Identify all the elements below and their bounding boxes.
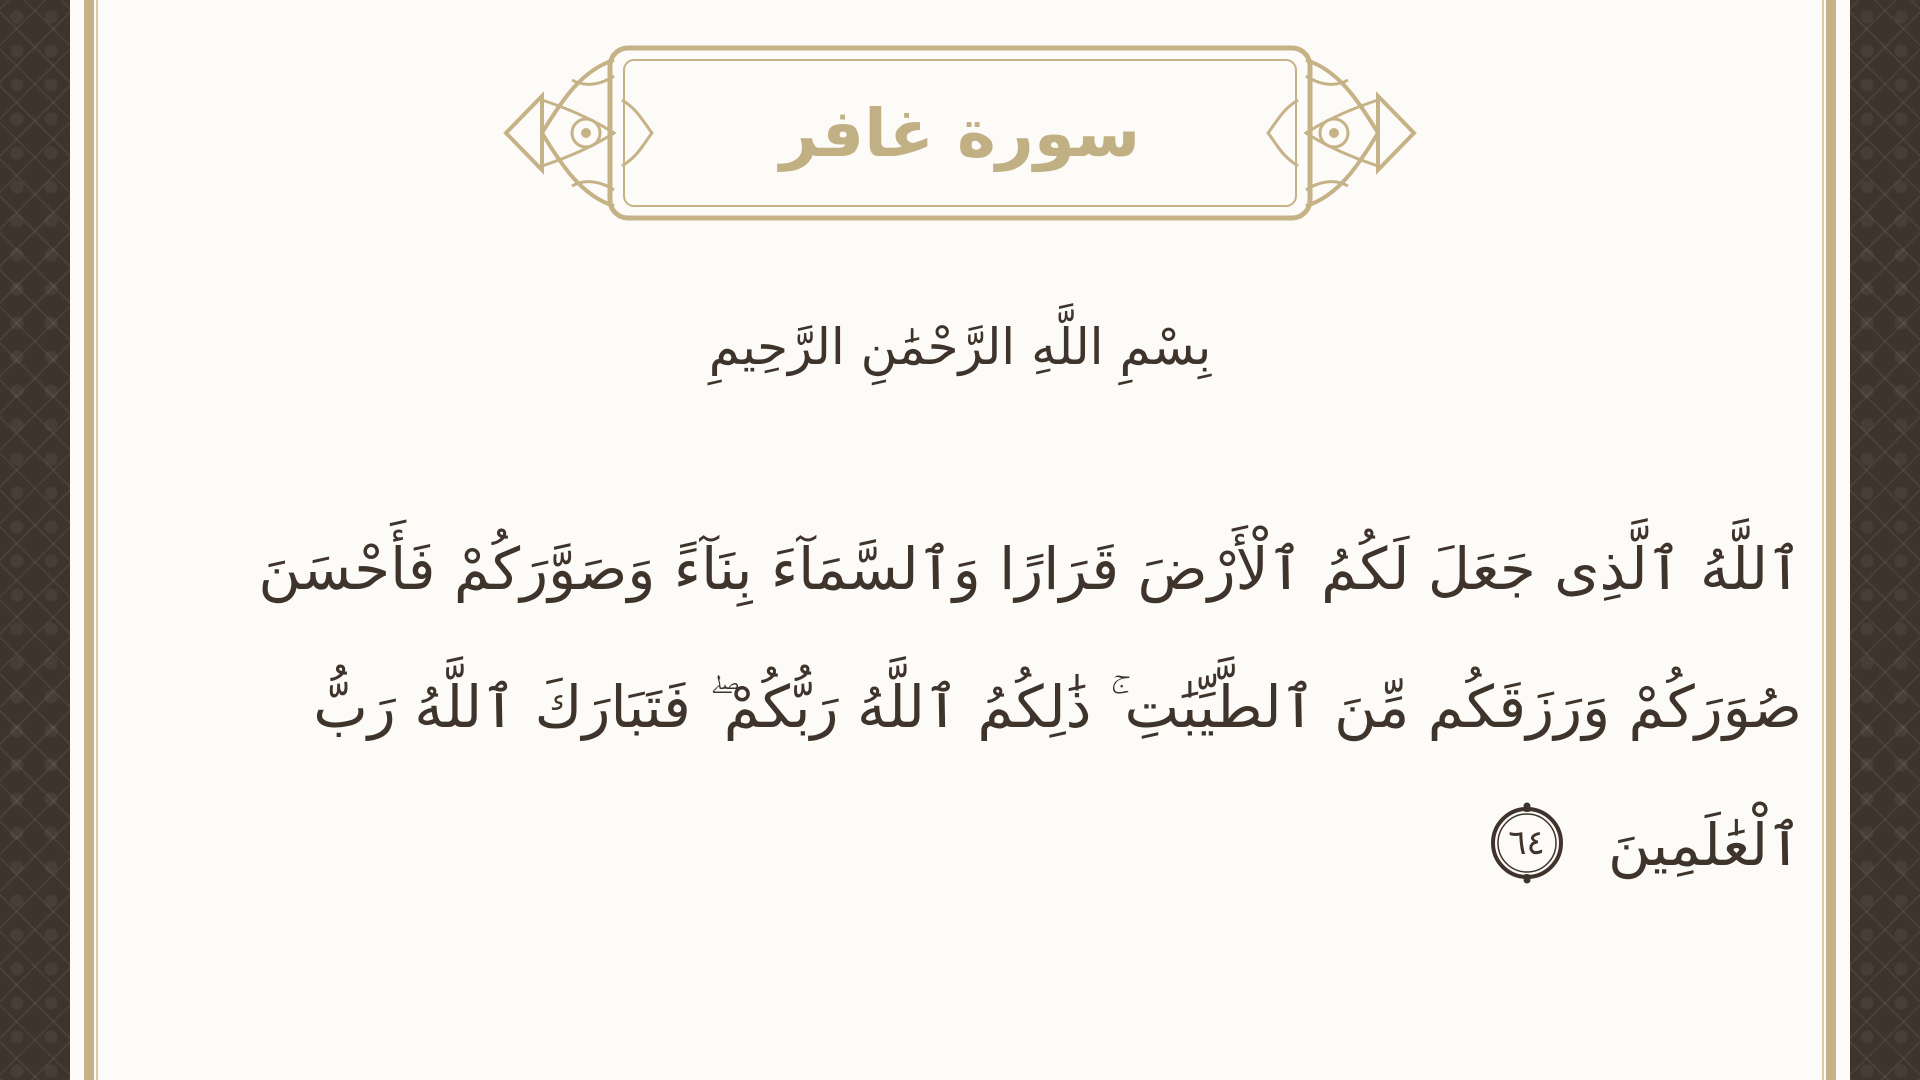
- left-pattern-border: [0, 0, 70, 1080]
- left-inner-line: [96, 0, 98, 1080]
- right-gold-rule: [1826, 0, 1836, 1080]
- basmala: بِسْمِ اللَّهِ الرَّحْمَٰنِ الرَّحِيمِ: [708, 318, 1212, 376]
- surah-title-cartouche: [502, 40, 1418, 226]
- right-pattern-border: [1850, 0, 1920, 1080]
- right-inner-line: [1822, 0, 1824, 1080]
- verse-text: ٱللَّهُ ٱلَّذِى جَعَلَ لَكُمُ ٱلْأَرْضَ قَرَارًا وَٱلسَّمَآءَ بِنَآءً وَصَوَّرَكُمْ فَأَحْسَنَ صُوَرَكُمْ وَرَزَقَكُم مِّنَ ٱلطَّيِّبَٰتِ ۚ ذَٰلِكُمُ ٱللَّهُ رَبُّكُمْ ۖ فَتَبَارَكَ ٱللَّهُ رَبُّ ٱلْعَٰلَمِينَ: [258, 535, 1802, 879]
- ayah-marker: [1486, 802, 1568, 884]
- left-gold-rule: [84, 0, 94, 1080]
- surah-title: سورة غافر: [779, 94, 1141, 172]
- verse-block: [190, 500, 1802, 914]
- ayah-number: ٦٤: [1508, 822, 1545, 863]
